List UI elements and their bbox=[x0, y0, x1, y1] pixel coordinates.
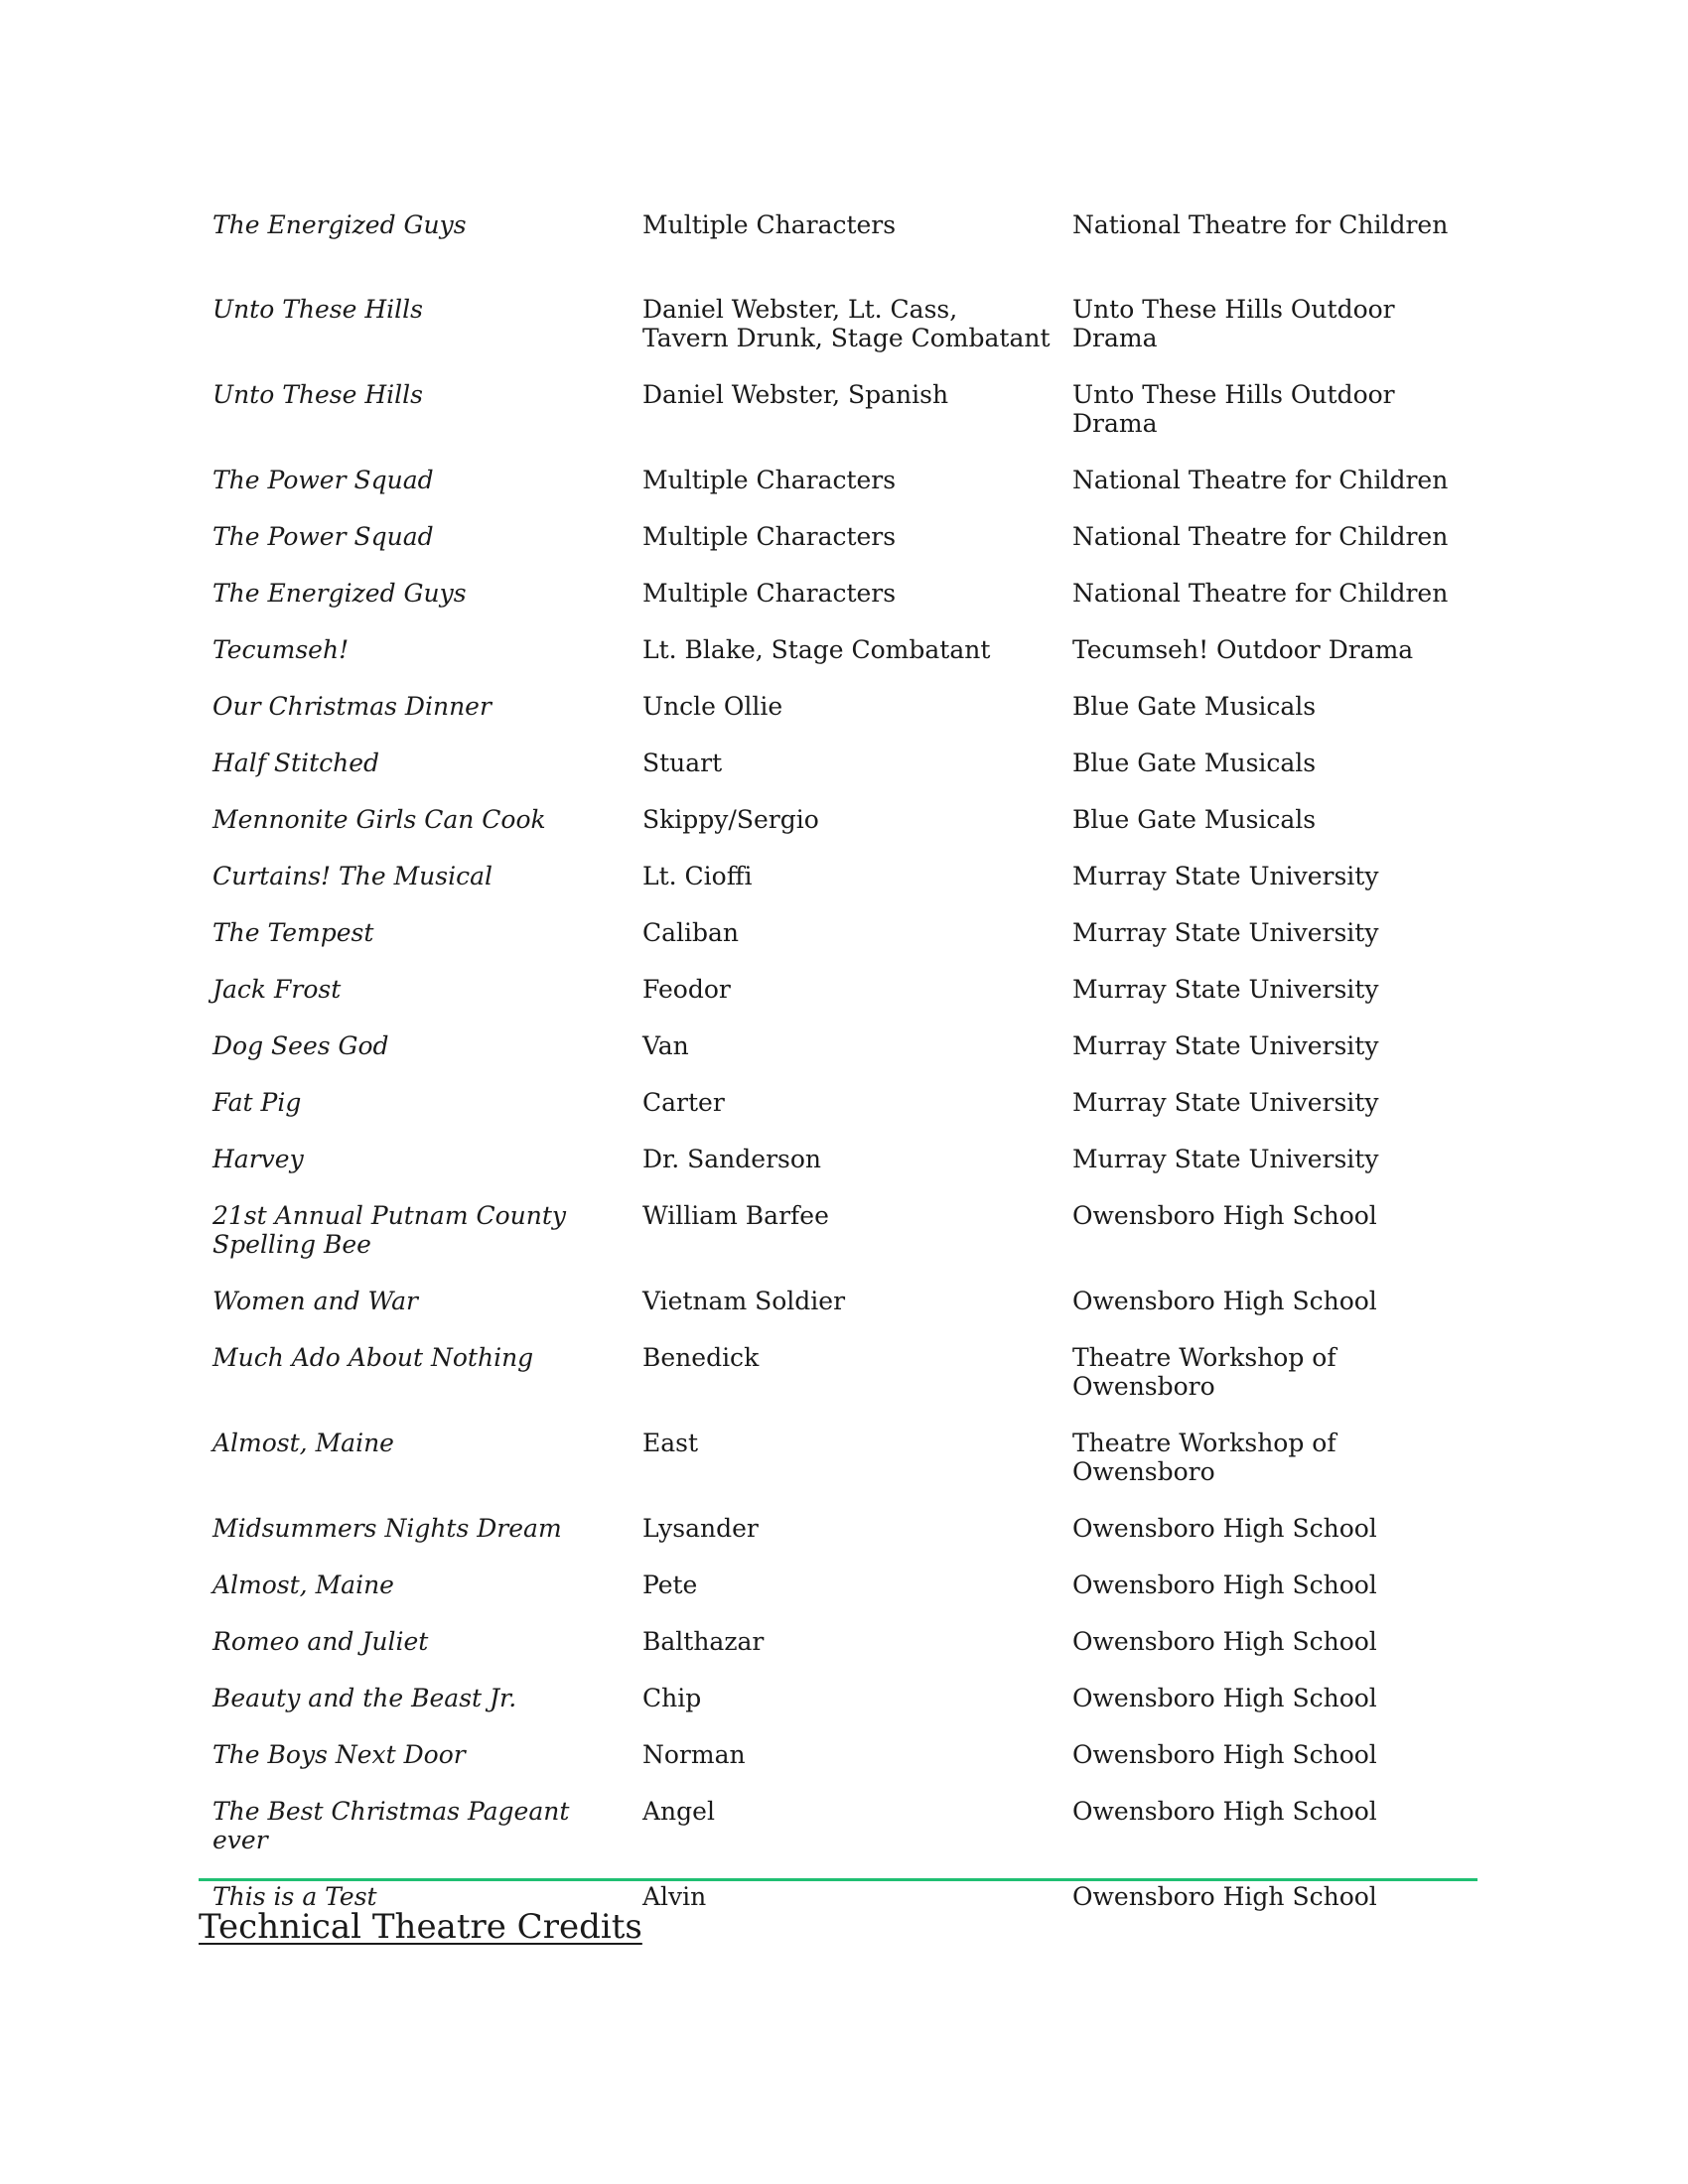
credit-title: The Energized Guys bbox=[212, 579, 467, 608]
credit-company: Owensboro High School bbox=[1072, 1740, 1377, 1769]
credit-role: Feodor bbox=[642, 975, 731, 1004]
credit-company: Murray State University bbox=[1072, 1088, 1379, 1117]
credit-title: Our Christmas Dinner bbox=[212, 692, 492, 721]
credit-title: The Best Christmas Pageant ever bbox=[212, 1797, 570, 1854]
credit-row bbox=[212, 380, 1483, 438]
credit-title: Almost, Maine bbox=[212, 1429, 394, 1457]
credit-row bbox=[212, 1684, 1483, 1712]
credit-title: The Boys Next Door bbox=[212, 1740, 466, 1769]
credit-company: Owensboro High School bbox=[1072, 1797, 1377, 1826]
credit-role: Van bbox=[642, 1031, 689, 1060]
credit-title: Unto These Hills bbox=[212, 380, 423, 409]
credit-title: This is a Test bbox=[212, 1882, 377, 1911]
credit-role: Multiple Characters bbox=[642, 210, 897, 239]
credit-company: Owensboro High School bbox=[1072, 1514, 1377, 1543]
credit-row bbox=[212, 1088, 1483, 1117]
credit-row bbox=[212, 466, 1483, 494]
credit-row bbox=[212, 635, 1483, 664]
credit-role: Pete bbox=[642, 1570, 698, 1599]
credit-row bbox=[212, 692, 1483, 721]
credit-role: Daniel Webster, Lt. Cass, Tavern Drunk, Stage Combatant bbox=[642, 295, 1051, 352]
credit-title: Almost, Maine bbox=[212, 1570, 394, 1599]
credit-company: Tecumseh! Outdoor Drama bbox=[1072, 635, 1414, 664]
credit-title: Harvey bbox=[212, 1145, 304, 1173]
credit-title: Fat Pig bbox=[212, 1088, 302, 1117]
credit-row bbox=[212, 210, 1483, 239]
credit-company: National Theatre for Children bbox=[1072, 466, 1449, 494]
credit-role: Dr. Sanderson bbox=[642, 1145, 822, 1173]
credit-title: Tecumseh! bbox=[212, 635, 350, 664]
credit-company: Owensboro High School bbox=[1072, 1201, 1377, 1230]
credit-row bbox=[212, 975, 1483, 1004]
credit-company: Murray State University bbox=[1072, 862, 1379, 890]
credit-row bbox=[212, 1145, 1483, 1173]
credit-company: Unto These Hills Outdoor Drama bbox=[1072, 380, 1395, 438]
credit-role: Daniel Webster, Spanish bbox=[642, 380, 949, 409]
credit-company: National Theatre for Children bbox=[1072, 522, 1449, 551]
credit-row bbox=[212, 1031, 1483, 1060]
credit-company: Owensboro High School bbox=[1072, 1684, 1377, 1712]
credit-company: Murray State University bbox=[1072, 1145, 1379, 1173]
credit-role: Lt. Blake, Stage Combatant bbox=[642, 635, 991, 664]
credit-row bbox=[212, 805, 1483, 834]
credit-role: Skippy/Sergio bbox=[642, 805, 819, 834]
section-heading-technical-theatre-credits: Technical Theatre Credits bbox=[199, 1907, 642, 1947]
credit-role: Benedick bbox=[642, 1343, 760, 1372]
credit-company: National Theatre for Children bbox=[1072, 579, 1449, 608]
credit-row bbox=[212, 1201, 1483, 1259]
credit-title: Much Ado About Nothing bbox=[212, 1343, 534, 1372]
credit-role: Balthazar bbox=[642, 1627, 765, 1656]
credit-company: Unto These Hills Outdoor Drama bbox=[1072, 295, 1395, 352]
credit-role: Stuart bbox=[642, 749, 723, 777]
credit-company: Murray State University bbox=[1072, 1031, 1379, 1060]
credit-company: Owensboro High School bbox=[1072, 1627, 1377, 1656]
credit-role: Multiple Characters bbox=[642, 579, 897, 608]
credit-title: Mennonite Girls Can Cook bbox=[212, 805, 546, 834]
credit-company: Blue Gate Musicals bbox=[1072, 692, 1317, 721]
credit-title: Half Stitched bbox=[212, 749, 380, 777]
credit-row bbox=[212, 1429, 1483, 1486]
credit-title: Dog Sees God bbox=[212, 1031, 389, 1060]
credit-role: William Barfee bbox=[642, 1201, 829, 1230]
credit-role: Lt. Cioffi bbox=[642, 862, 753, 890]
credit-company: Owensboro High School bbox=[1072, 1570, 1377, 1599]
credit-title: Jack Frost bbox=[212, 975, 342, 1004]
credit-company: Blue Gate Musicals bbox=[1072, 805, 1317, 834]
credit-title: The Power Squad bbox=[212, 522, 434, 551]
credit-company: Owensboro High School bbox=[1072, 1882, 1377, 1911]
credit-role: Norman bbox=[642, 1740, 746, 1769]
performance-credits-table bbox=[212, 210, 1483, 1939]
credit-role: Angel bbox=[642, 1797, 715, 1826]
credit-title: The Energized Guys bbox=[212, 210, 467, 239]
credit-role: Uncle Ollie bbox=[642, 692, 783, 721]
credit-title: Midsummers Nights Dream bbox=[212, 1514, 562, 1543]
credit-row bbox=[212, 1570, 1483, 1599]
credit-role: Lysander bbox=[642, 1514, 759, 1543]
credit-row bbox=[212, 522, 1483, 551]
credit-company: Theatre Workshop of Owensboro bbox=[1072, 1343, 1336, 1401]
credit-title: Curtains! The Musical bbox=[212, 862, 492, 890]
credit-row bbox=[212, 918, 1483, 947]
credit-role: Multiple Characters bbox=[642, 466, 897, 494]
credit-role: Chip bbox=[642, 1684, 702, 1712]
credit-title: Romeo and Juliet bbox=[212, 1627, 429, 1656]
credit-title: 21st Annual Putnam County Spelling Bee bbox=[212, 1201, 567, 1259]
credit-row bbox=[212, 862, 1483, 890]
credit-company: Theatre Workshop of Owensboro bbox=[1072, 1429, 1336, 1486]
credit-row bbox=[212, 1627, 1483, 1656]
credit-row bbox=[212, 1797, 1483, 1854]
credit-role: Carter bbox=[642, 1088, 725, 1117]
credit-row bbox=[212, 749, 1483, 777]
credit-row bbox=[212, 1740, 1483, 1769]
credit-row bbox=[212, 1514, 1483, 1543]
credit-row bbox=[212, 1343, 1483, 1401]
credit-row bbox=[212, 579, 1483, 608]
credit-company: Murray State University bbox=[1072, 918, 1379, 947]
credit-role: Caliban bbox=[642, 918, 740, 947]
credit-company: Owensboro High School bbox=[1072, 1287, 1377, 1315]
credit-company: National Theatre for Children bbox=[1072, 210, 1449, 239]
credit-role: Multiple Characters bbox=[642, 522, 897, 551]
credit-role: Vietnam Soldier bbox=[642, 1287, 846, 1315]
credit-role: East bbox=[642, 1429, 699, 1457]
credit-title: The Tempest bbox=[212, 918, 374, 947]
section-divider bbox=[199, 1878, 1477, 1881]
credit-row bbox=[212, 295, 1483, 352]
credit-company: Blue Gate Musicals bbox=[1072, 749, 1317, 777]
credit-title: Beauty and the Beast Jr. bbox=[212, 1684, 517, 1712]
credit-role: Alvin bbox=[642, 1882, 707, 1911]
credit-company: Murray State University bbox=[1072, 975, 1379, 1004]
credit-title: Unto These Hills bbox=[212, 295, 423, 324]
credit-row bbox=[212, 1287, 1483, 1315]
credit-title: Women and War bbox=[212, 1287, 418, 1315]
credit-title: The Power Squad bbox=[212, 466, 434, 494]
